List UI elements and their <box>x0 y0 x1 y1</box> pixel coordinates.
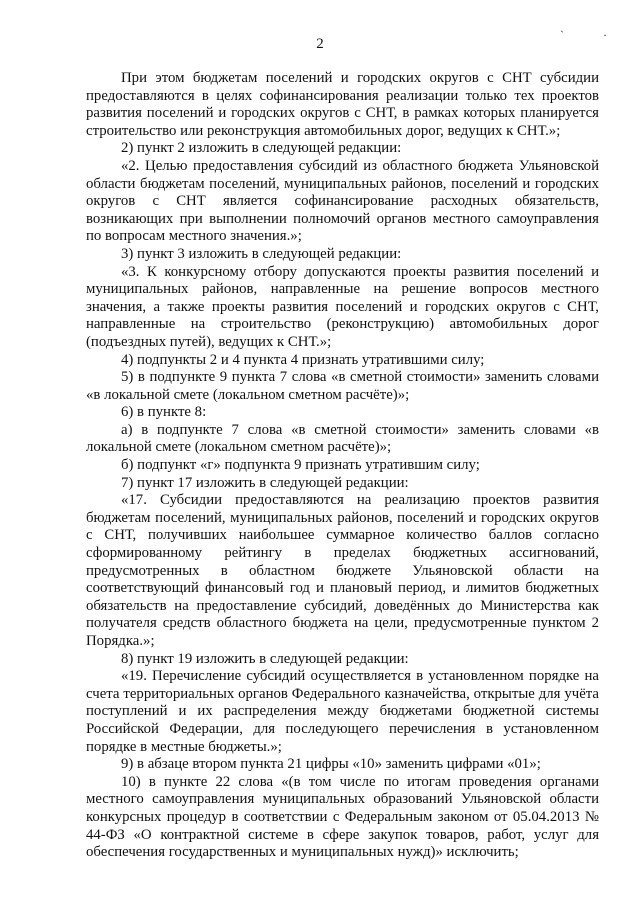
paragraph-15: 9) в абзаце втором пункта 21 цифры «10» заменить цифрами «01»; <box>121 756 541 773</box>
paragraph-16: 10) в пункте 22 слова «(в том числе по итогам проведения органами местного самоуправления муниципальных образований Ульяновской области конкурсных процедур в соответствии с Федеральным законом от 05.04.2013 № 44-ФЗ «О контрактной системе в сфере закупок товаров, работ, услуг для обеспечения государственных и муниципальных нужд)» исключить; <box>86 773 599 861</box>
document-body <box>86 70 599 862</box>
paragraph-8: 6) в пункте 8: <box>121 404 207 421</box>
paragraph-10: б) подпункт «г» подпункта 9 признать утратившим силу; <box>121 457 480 474</box>
paragraph-11: 7) пункт 17 изложить в следующей редакции: <box>121 474 409 491</box>
paragraph-3: «2. Целью предоставления субсидий из областного бюджета Ульяновской области бюджетам поселений, муниципальных районов, поселений и городских округов с СНТ является софинансирование расходных обязательств, возникающих при выполнении полномочий органов местного самоуправления по вопросам местного значения.»; <box>86 157 599 245</box>
paragraph-9: а) в подпункте 7 слова «в сметной стоимости» заменить словами «в локальной смете (локальном сметном расчёте)»; <box>86 421 599 456</box>
paragraph-13: 8) пункт 19 изложить в следующей редакции: <box>121 650 409 667</box>
paragraph-4: 3) пункт 3 изложить в следующей редакции: <box>121 245 402 262</box>
paragraph-14: «19. Перечисление субсидий осуществляется в установленном порядке на счета территориальных органов Федерального казначейства, открытые для учёта поступлений и их распределения между бюджетами бюджетной системы Российской Федерации, для последующего перечисления в установленном порядке в местные бюджеты.»; <box>86 668 599 755</box>
paragraph-2: 2) пункт 2 изложить в следующей редакции: <box>121 140 402 157</box>
paragraph-7: 5) в подпункте 9 пункта 7 слова «в сметной стоимости» заменить словами «в локальной смете (локальном сметном расчёте)»; <box>86 369 599 403</box>
page-number: 2 <box>316 36 324 52</box>
paragraph-12: «17. Субсидии предоставляются на реализацию проектов развития бюджетам поселений, муниципальных районов, поселений и городских округов с СНТ, получивших наибольшее суммарное количество баллов согласно сформированному рейтингу в пределах бюджетных ассигнований, предусмотренных в областном бюджете Ульяновской области на соответствующий финансовый год и плановый период, и лимитов бюджетных обязательств на предоставление субсидий, доведённых до Министерства как получателя средств областного бюджета на цели, предусмотренные пунктом 2 Порядка.»; <box>86 492 599 649</box>
paragraph-6: 4) подпункты 2 и 4 пункта 4 признать утратившими силу; <box>121 351 485 368</box>
scan-marks: ` · <box>560 28 625 42</box>
paragraph-1: При этом бюджетам поселений и городских округов с СНТ субсидии предоставляются в целях софинансирования реализации только тех проектов развития поселений и городских округов с СНТ, в рамках которых планируется строительство или реконструкция автомобильных дорог, ведущих к СНТ.»; <box>86 70 599 139</box>
paragraph-5: «3. К конкурсному отбору допускаются проекты развития поселений и муниципальных районов, направленные на решение вопросов местного значения, а также проекты развития поселений и городских округов с СНТ, направленные на строительство (реконструкцию) автомобильных дорог (подъездных путей), ведущих к СНТ.»; <box>86 263 599 350</box>
